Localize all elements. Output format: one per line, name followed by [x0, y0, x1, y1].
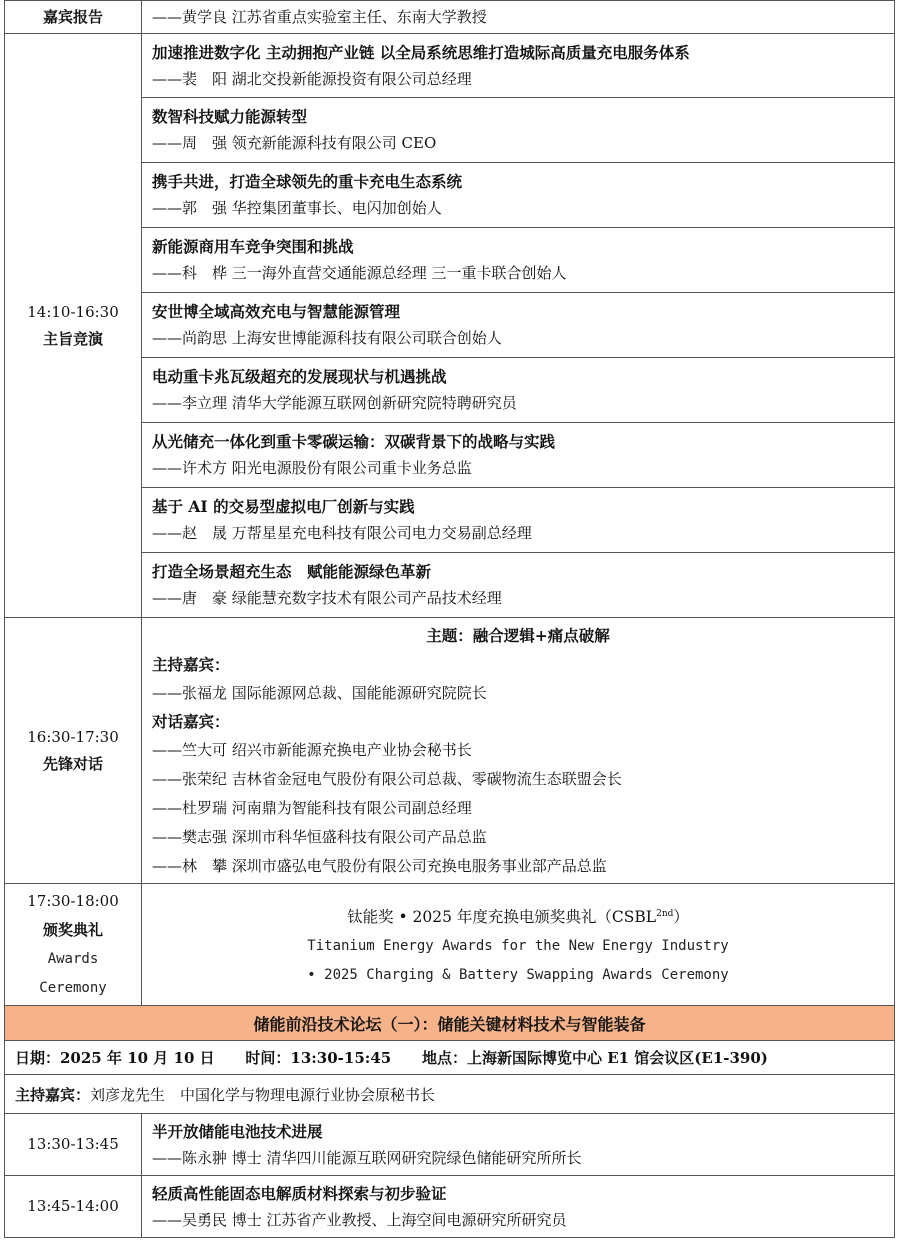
talk-row	[5, 34, 895, 98]
talk-title: 新能源商用车竞争突围和挑战	[152, 237, 354, 256]
forum-info	[5, 1041, 895, 1075]
forum-talk-time: 13:45-14:00	[5, 1176, 142, 1238]
talk-title: 安世博全域高效充电与智慧能源管理	[152, 302, 401, 321]
awards-label: 颁奖典礼	[42, 920, 103, 939]
talk-speaker: ——周 强 领充新能源科技有限公司 CEO	[152, 134, 437, 152]
forum-talk-title: 半开放储能电池技术进展	[152, 1121, 323, 1141]
keynote-session-label: 主旨竞演	[42, 329, 103, 348]
keynote-report-speaker: ——黄学良 江苏省重点实验室主任、东南大学教授	[152, 8, 487, 26]
forum-band-title: 储能前沿技术论坛（一）：储能关键材料技术与智能装备	[5, 1006, 895, 1041]
dialogue-time: 16:30-17:30	[27, 727, 119, 746]
forum-talk-row	[5, 1114, 895, 1176]
talk-speaker: ——裴 阳 湖北交投新能源投资有限公司总经理	[152, 69, 472, 88]
forum-talk-speaker: ——吴勇民 博士 江苏省产业教授、上海空间电源研究所研究员	[152, 1210, 567, 1229]
forum-host-row	[5, 1075, 895, 1114]
keynote-session-time-cell	[5, 34, 142, 618]
dialogue-label: 先锋对话	[42, 754, 103, 773]
awards-title	[152, 899, 884, 932]
awards-label-en-1: Awards	[47, 950, 99, 967]
awards-time: 17:30-18:00	[27, 891, 119, 910]
awards-row	[5, 884, 895, 1006]
talk-title: 从光储充一体化到重卡零碳运输：双碳背景下的战略与实践	[152, 432, 556, 451]
dialogue-time-cell	[5, 618, 142, 884]
talk-speaker: ——科 桦 三一海外直营交通能源总经理 三一重卡联合创始人	[152, 264, 567, 282]
talk-title: 打造全场景超充生态 赋能能源绿色革新	[152, 562, 432, 581]
awards-title-sup: 2nd	[656, 908, 674, 919]
forum-band-row	[5, 1006, 895, 1041]
talk-title: 基于 AI 的交易型虚拟电厂创新与实践	[152, 497, 415, 516]
talk-title: 加速推进数字化 主动拥抱产业链 以全局系统思维打造城际高质量充电服务体系	[152, 42, 690, 62]
dialogue-guest: ——竺大可 绍兴市新能源充换电产业协会秘书长	[152, 740, 472, 759]
dialogue-guest: ——林 攀 深圳市盛弘电气股份有限公司充换电服务事业部产品总监	[152, 856, 607, 875]
talk-title: 携手共进，打造全球领先的重卡充电生态系统	[152, 172, 463, 191]
dialogue-host-heading: 主持嘉宾：	[152, 654, 230, 674]
awards-label-en-2: Ceremony	[39, 979, 107, 996]
forum-talk-time: 13:30-13:45	[5, 1114, 142, 1176]
forum-talk-title: 轻质高性能固态电解质材料探索与初步验证	[152, 1183, 447, 1203]
talk-speaker: ——郭 强 华控集团董事长、电闪加创始人	[152, 199, 442, 217]
talk-title: 电动重卡兆瓦级超充的发展现状与机遇挑战	[152, 367, 447, 386]
talk-speaker: ——李立理 清华大学能源互联网创新研究院特聘研究员	[152, 394, 517, 412]
agenda-table	[4, 0, 895, 1238]
forum-venue: 地点：上海新国际博览中心 E1 馆会议区(E1-390)	[421, 1049, 768, 1067]
talk-speaker: ——尚韵思 上海安世博能源科技有限公司联合创始人	[152, 329, 502, 347]
dialogue-guest: ——樊志强 深圳市科华恒盛科技有限公司产品总监	[152, 827, 487, 846]
talk-speaker: ——许术方 阳光电源股份有限公司重卡业务总监	[152, 459, 472, 477]
forum-date: 日期：2025 年 10 月 10 日	[15, 1049, 215, 1067]
awards-title-end: ）	[673, 908, 689, 927]
dialogue-guests-heading: 对话嘉宾：	[152, 711, 230, 731]
awards-title-en-2: • 2025 Charging & Battery Swapping Awards Ceremony	[307, 967, 729, 984]
dialogue-guest: ——杜罗瑞 河南鼎为智能科技有限公司副总经理	[152, 798, 472, 817]
forum-talk-speaker: ——陈永翀 博士 清华四川能源互联网研究院绿色储能研究所所长	[152, 1148, 582, 1167]
awards-title-cn: 钛能奖 • 2025 年度充换电颁奖典礼（CSBL	[347, 908, 657, 927]
talk-speaker: ——赵 晟 万帮星星充电科技有限公司电力交易副总经理	[152, 524, 532, 542]
forum-info-row	[5, 1041, 895, 1075]
forum-host-label: 主持嘉宾：	[15, 1085, 91, 1104]
forum-time: 时间：13:30-15:45	[245, 1049, 392, 1067]
dialogue-theme: 主题：融合逻辑+痛点破解	[426, 625, 610, 645]
awards-title-en-1: Titanium Energy Awards for the New Energy Industry	[307, 938, 729, 955]
forum-host-cell	[5, 1075, 895, 1114]
awards-time-cell	[5, 884, 142, 1006]
forum-talk-row	[5, 1176, 895, 1238]
keynote-session-time: 14:10-16:30	[27, 302, 119, 321]
talk-title: 数智科技赋力能源转型	[152, 107, 308, 126]
dialogue-guest: ——张荣纪 吉林省金冠电气股份有限公司总裁、零碳物流生态联盟会长	[152, 769, 622, 788]
dialogue-host: ——张福龙 国际能源网总裁、国能能源研究院院长	[152, 683, 487, 702]
dialogue-row	[5, 618, 895, 884]
keynote-report-time-label: 嘉宾报告	[5, 1, 142, 34]
keynote-report-row	[5, 1, 895, 34]
forum-host: 刘彦龙先生 中国化学与物理电源行业协会原秘书长	[90, 1085, 436, 1104]
talk-speaker: ——唐 豪 绿能慧充数字技术有限公司产品技术经理	[152, 589, 502, 607]
